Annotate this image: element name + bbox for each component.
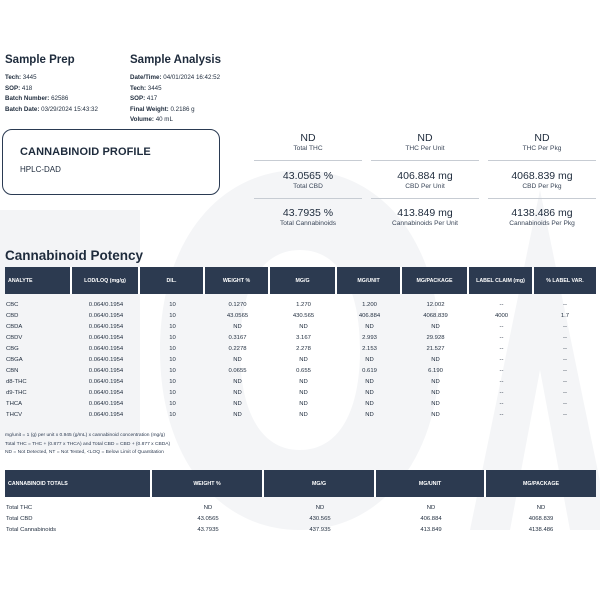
table-cell: 430.565 [292,312,315,319]
table-cell: 1.270 [296,301,311,308]
table-cell: ND [299,389,308,396]
table-cell: ND [203,504,213,511]
table-cell: ND [365,411,374,418]
row-label: CBG [6,345,19,352]
table-cell: 0.0655 [228,367,247,374]
table-cell: 0.064/0.1954 [88,411,124,418]
row-label: CBD [6,312,19,319]
table-cell: -- [499,301,504,308]
column-header: MG/G [264,470,376,497]
table-cell: ND [233,400,242,407]
table-row [5,524,596,535]
table-row [5,294,596,310]
table-row [5,343,596,354]
table-cell: 10 [169,367,176,374]
summary-cannabinoids-per-pkg: 4138.486 mg Cannabinoids Per Pkg [509,207,575,227]
row-label: d9-THC [6,389,27,396]
divider [371,160,479,161]
table-cell: 0.064/0.1954 [88,356,124,363]
table-cell: 12.002 [426,301,445,308]
prep-field: Tech: 3445 [5,74,37,81]
table-cell: 0.064/0.1954 [88,389,124,396]
footnote: mg/unit = 1 (g) per unit x 0.945 (g/mL) x cannabinoid concentration (mg/g) [5,433,165,438]
table-row [5,513,596,524]
table-cell: -- [563,334,567,341]
prep-field: SOP: 418 [5,84,33,92]
row-label: Total Cannabinoids [6,526,57,533]
summary-thc-per-pkg: ND THC Per Pkg [522,132,562,152]
row-label: d8-THC [6,378,27,385]
summary-total-cannabinoids: 43.7935 % Total Cannabinoids [279,207,337,227]
table-cell: ND [431,400,440,407]
table-cell: -- [499,356,504,363]
table-cell: 0.2278 [228,345,247,352]
analysis-field: Volume: 40 mL [130,116,173,124]
row-label: CBGA [6,356,23,363]
column-header: DIL. [140,267,205,294]
profile-method: HPLC-DAD [20,165,61,174]
column-header: MG/G [270,267,337,294]
table-row [5,310,596,321]
prep-field: Batch Number: 62586 [5,95,69,103]
table-cell: ND [233,378,242,385]
table-cell: 2.993 [362,334,377,341]
table-row [5,354,596,365]
table-cell: 0.619 [362,367,377,374]
row-label: Total THC [6,504,33,511]
table-cell: 0.064/0.1954 [88,345,124,352]
column-header: MG/PACKAGE [402,267,469,294]
table-cell: ND [299,356,308,363]
table-cell: 0.064/0.1954 [88,323,124,330]
table-cell: ND [431,389,440,396]
table-row [5,387,596,398]
footnotes [5,432,170,458]
table-cell: -- [563,367,567,374]
analysis-field: Date/Time: 04/01/2024 16:42:52 [130,74,221,81]
table-cell: 437.935 [309,526,331,533]
table-cell: 2.278 [296,345,311,352]
table-cell: ND [365,378,374,385]
table-cell: 0.064/0.1954 [88,378,124,385]
table-cell: -- [563,323,567,330]
potency-table [5,267,596,420]
row-label: THCV [6,411,23,418]
row-label: CBDV [6,334,23,341]
row-label: Total CBD [6,515,33,522]
table-cell: 10 [169,389,176,396]
table-cell: 4068.839 [423,312,448,319]
table-cell: ND [233,356,242,363]
table-cell: 43.0565 [226,312,249,319]
table-cell: 2.153 [362,345,377,352]
profile-title: CANNABINOID PROFILE [20,146,151,158]
table-cell: -- [499,389,504,396]
table-cell: 4068.839 [528,515,554,522]
summary-cbd-per-unit: 406.884 mg CBD Per Unit [397,170,453,190]
column-header: CANNABINOID TOTALS [5,470,152,497]
sample-analysis-section [130,54,260,126]
table-cell: 406.884 [358,312,381,319]
row-label: CBN [6,367,19,374]
totals-table [5,470,596,535]
table-cell: 10 [169,400,176,407]
analysis-field: SOP: 417 [130,95,158,103]
table-cell: -- [499,334,504,341]
table-cell: 10 [169,411,176,418]
table-cell: ND [299,378,308,385]
table-cell: ND [431,411,440,418]
table-cell: -- [563,389,567,396]
table-row [5,497,596,513]
table-cell: ND [431,323,440,330]
table-cell: ND [299,323,308,330]
table-cell: ND [426,504,436,511]
table-cell: ND [536,504,546,511]
divider [488,160,596,161]
table-cell: -- [563,411,567,418]
footnote: ND = Not Detected, NT = Not Tested, <LOQ = Below Limit of Quantitation [5,450,164,456]
table-cell: 413.849 [420,526,442,533]
column-header: MG/PACKAGE [486,470,596,497]
table-cell: 10 [169,378,176,385]
table-cell: 0.064/0.1954 [88,400,124,407]
table-row [5,376,596,387]
table-cell: ND [233,389,242,396]
table-cell: ND [365,356,374,363]
table-cell: -- [499,400,504,407]
table-cell: ND [299,411,308,418]
table-cell: -- [499,378,504,385]
table-row [5,332,596,343]
row-label: THCA [6,400,23,407]
column-header: ANALYTE [5,267,72,294]
potency-title: Cannabinoid Potency [5,248,144,263]
table-row [5,321,596,332]
table-cell: ND [365,323,374,330]
table-cell: ND [431,356,440,363]
table-cell: -- [563,345,567,352]
row-label: CBC [6,301,19,308]
table-row [5,409,596,420]
table-cell: 10 [169,312,176,319]
table-cell: 1.7 [560,312,570,319]
table-cell: 21.527 [426,345,445,352]
sample-prep-section [5,54,125,115]
table-cell: 0.064/0.1954 [88,301,124,308]
table-cell: -- [563,378,567,385]
row-label: CBDA [6,323,23,330]
divider [254,160,362,161]
table-cell: 10 [169,323,176,330]
summary-cannabinoids-per-unit: 413.849 mg Cannabinoids Per Unit [392,207,458,227]
table-cell: 43.0565 [197,515,219,522]
table-cell: 10 [169,345,176,352]
footnote: Total THC = THC + (0.877 x THCA) and Total CBD = CBD + (0.877 x CBDA) [5,441,171,447]
table-cell: 6.190 [428,367,443,374]
summary-cbd-per-pkg: 4068.839 mg CBD Per Pkg [511,170,573,190]
table-cell: ND [315,504,325,511]
column-header: MG/UNIT [337,267,402,294]
summary-total-thc: ND Total THC [293,132,323,152]
table-cell: 10 [169,356,176,363]
column-header: WEIGHT % [152,470,264,497]
table-cell: ND [233,323,242,330]
table-cell: -- [499,367,504,374]
table-cell: 406.884 [420,515,442,522]
table-cell: ND [365,389,374,396]
sample-analysis-title: Sample Analysis [130,54,221,66]
summary-thc-per-unit: ND THC Per Unit [405,132,445,152]
table-cell: -- [563,400,567,407]
column-header: MG/UNIT [376,470,486,497]
analysis-field: Tech: 3445 [130,84,162,92]
totals-header-row [5,470,596,497]
table-cell: 0.3167 [228,334,247,341]
divider [371,198,479,199]
table-cell: 1.200 [362,301,377,308]
table-cell: -- [499,411,504,418]
table-cell: -- [499,345,504,352]
divider [254,198,362,199]
table-cell: -- [499,323,504,330]
table-cell: ND [233,411,242,418]
column-header: WEIGHT % [205,267,270,294]
table-cell: 4138.486 [528,526,554,533]
table-cell: ND [299,400,308,407]
summary-total-cbd: 43.0565 % Total CBD [282,170,334,190]
table-cell: 10 [169,301,176,308]
table-row [5,398,596,409]
sample-prep-title: Sample Prep [5,54,75,66]
table-row [5,365,596,376]
table-cell: ND [365,400,374,407]
cannabinoid-profile-box [2,129,220,195]
table-cell: 0.064/0.1954 [88,312,124,319]
divider [488,198,596,199]
table-cell: 4000 [494,312,509,319]
table-cell: 0.064/0.1954 [88,367,124,374]
table-cell: 43.7935 [197,526,219,533]
table-cell: 0.1270 [228,301,247,308]
table-cell: 29.928 [426,334,445,341]
table-cell: ND [431,378,440,385]
table-cell: 3.167 [296,334,311,341]
table-cell: 10 [169,334,176,341]
column-header: LOD/LOQ (mg/g) [72,267,140,294]
table-cell: -- [563,356,567,363]
column-header: % LABEL VAR. [534,267,596,294]
analysis-field: Final Weight: 0.2186 g [130,105,195,113]
table-cell: -- [563,301,567,308]
potency-header-row [5,267,596,294]
prep-field: Batch Date: 03/29/2024 15:43:32 [5,105,98,113]
table-cell: 0.655 [296,367,311,374]
table-cell: 430.565 [309,515,331,522]
column-header: LABEL CLAIM (mg) [469,267,534,294]
summary-grid [254,130,600,230]
table-cell: 0.064/0.1954 [88,334,124,341]
